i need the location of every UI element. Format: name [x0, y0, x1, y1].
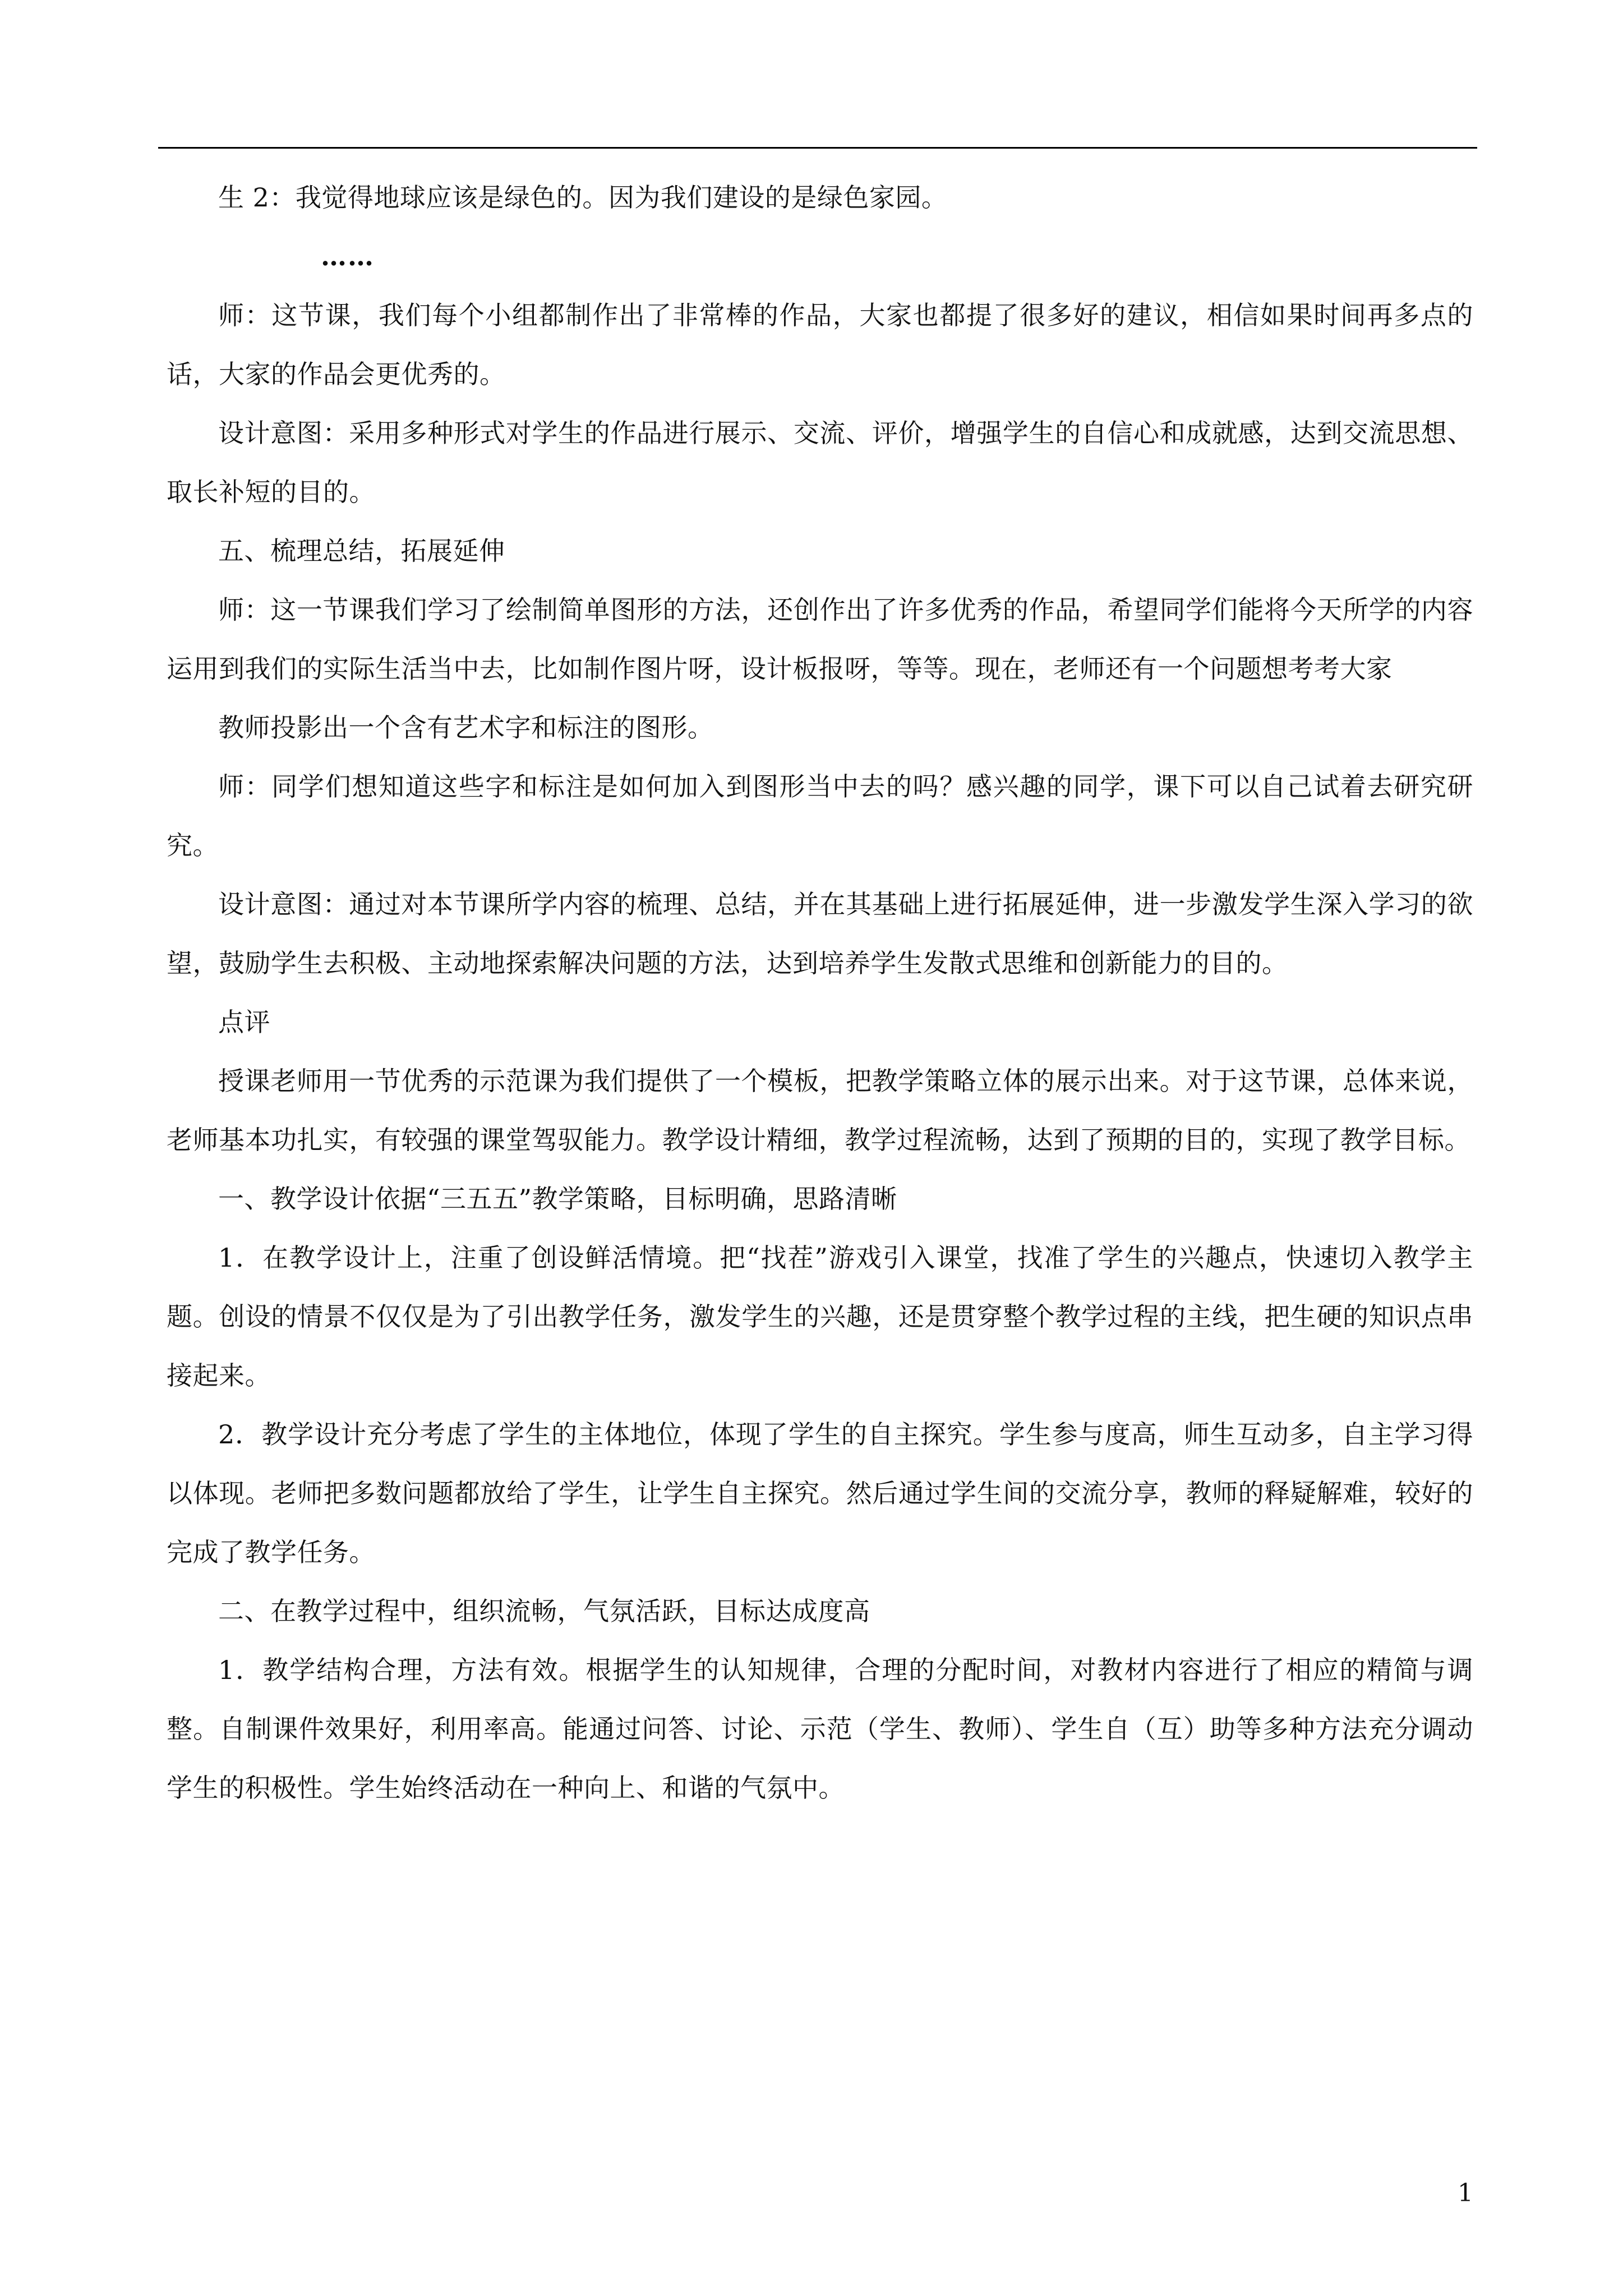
review-section-1-heading: 一、教学设计依据“三五五”教学策略，目标明确，思路清晰: [218, 1184, 897, 1214]
ellipsis-line: ……: [321, 241, 375, 272]
teacher-question-paragraph: 师：同学们想知道这些字和标注是如何加入到图形当中去的吗？感兴趣的同学，课下可以自己试着去研究研究。: [167, 771, 1473, 861]
design-intent-paragraph-2: 设计意图：通过对本节课所学内容的梳理、总结，并在其基础上进行拓展延伸，进一步激发学生深入学习的欲望，鼓励学生去积极、主动地探索解决问题的方法，达到培养学生发散式思维和创新能力的目的。: [167, 889, 1473, 978]
student-2-line: 生 2：我觉得地球应该是绿色的。因为我们建设的是绿色家园。: [218, 182, 948, 213]
section-heading-5: 五、梳理总结，拓展延伸: [218, 536, 505, 566]
document-body: [167, 168, 1473, 1818]
design-intent-paragraph-1: 设计意图：采用多种形式对学生的作品进行展示、交流、评价，增强学生的自信心和成就感，达到交流思想、取长补短的目的。: [167, 418, 1473, 507]
review-heading: 点评: [218, 1007, 270, 1037]
review-section-2-heading: 二、在教学过程中，组织流畅，气氛活跃，目标达成度高: [218, 1596, 870, 1626]
projection-paragraph: 教师投影出一个含有艺术字和标注的图形。: [218, 712, 714, 743]
review-point-1-2: 2．教学设计充分考虑了学生的主体地位，体现了学生的自主探究。学生参与度高，师生互动多，自主学习得以体现。老师把多数问题都放给了学生，让学生自主探究。然后通过学生间的交流分享，教师的释疑解难，较好的完成了教学任务。: [167, 1419, 1473, 1567]
review-point-1-1: 1．在教学设计上，注重了创设鲜活情境。把“找茬”游戏引入课堂，找准了学生的兴趣点，快速切入教学主题。创设的情景不仅仅是为了引出教学任务，激发学生的兴趣，还是贯穿整个教学过程的主线，把生硬的知识点串接起来。: [167, 1243, 1473, 1391]
teacher-comment-paragraph: 师：这节课，我们每个小组都制作出了非常棒的作品，大家也都提了很多好的建议，相信如果时间再多点的话，大家的作品会更优秀的。: [167, 300, 1473, 389]
header-rule: [158, 147, 1477, 149]
teacher-summary-paragraph: 师：这一节课我们学习了绘制简单图形的方法，还创作出了许多优秀的作品，希望同学们能将今天所学的内容运用到我们的实际生活当中去，比如制作图片呀，设计板报呀，等等。现在，老师还有一个问题想考考大家: [167, 595, 1473, 684]
review-point-2-1: 1．教学结构合理，方法有效。根据学生的认知规律，合理的分配时间，对教材内容进行了相应的精简与调整。自制课件效果好，利用率高。能通过问答、讨论、示范（学生、教师）、学生自（互）助等多种方法充分调动学生的积极性。学生始终活动在一种向上、和谐的气氛中。: [167, 1655, 1473, 1803]
page-number: 1: [1458, 2179, 1473, 2207]
review-intro-paragraph: 授课老师用一节优秀的示范课为我们提供了一个模板，把教学策略立体的展示出来。对于这节课，总体来说，老师基本功扎实，有较强的课堂驾驭能力。教学设计精细，教学过程流畅，达到了预期的目的，实现了教学目标。: [167, 1066, 1473, 1155]
